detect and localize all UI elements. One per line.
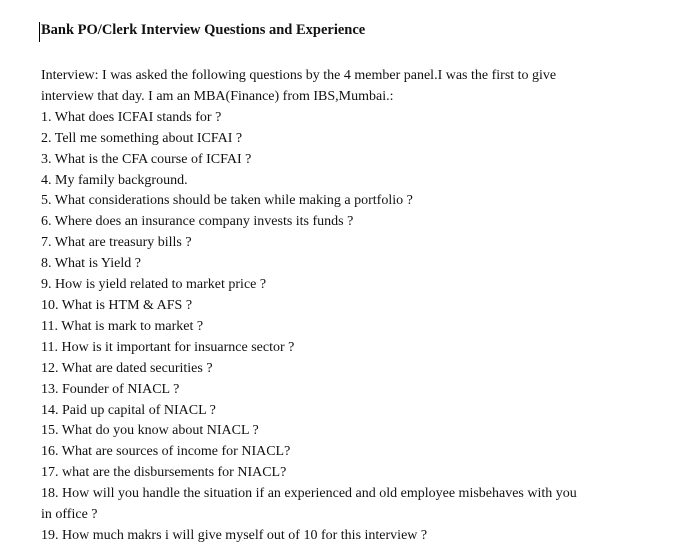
document-title: Bank PO/Clerk Interview Questions and Experience <box>41 22 366 38</box>
intro-line: Interview: I was asked the following questions by the 4 member panel.I was the first to give <box>41 68 557 83</box>
question-line: 9. How is yield related to market price ? <box>41 277 267 293</box>
intro-line: interview that day. I am an MBA(Finance) from IBS,Mumbai.: <box>41 88 394 104</box>
question-line: 18. How will you handle the situation if an experienced and old employee misbehaves with you <box>41 486 577 502</box>
question-line: 7. What are treasury bills ? <box>41 235 192 251</box>
question-line: 11. What is mark to market ? <box>41 318 204 334</box>
question-line: 17. what are the disbursements for NIACL? <box>41 465 287 481</box>
question-line: 14. Paid up capital of NIACL ? <box>41 402 216 418</box>
question-line: 1. What does ICFAI stands for ? <box>41 109 222 125</box>
question-line: 8. What is Yield ? <box>41 256 141 272</box>
question-line: 13. Founder of NIACL ? <box>41 381 180 397</box>
question-line: 19. How much makrs i will give myself out of 10 for this interview ? <box>41 527 428 543</box>
question-line: 2. Tell me something about ICFAI ? <box>41 130 243 146</box>
question-line: 11. How is it important for insuarnce sector ? <box>41 339 295 355</box>
question-line: 15. What do you know about NIACL ? <box>41 423 259 439</box>
question-line: 5. What considerations should be taken while making a portfolio ? <box>41 193 413 209</box>
question-line: 12. What are dated securities ? <box>41 360 213 376</box>
question-line: in office ? <box>41 507 98 523</box>
document-body <box>41 66 671 547</box>
question-line: 10. What is HTM & AFS ? <box>41 297 193 313</box>
question-line: 6. Where does an insurance company invests its funds ? <box>41 214 354 230</box>
question-line: 4. My family background. <box>41 172 188 188</box>
question-line: 3. What is the CFA course of ICFAI ? <box>41 151 252 167</box>
text-cursor <box>39 22 40 42</box>
question-line: 16. What are sources of income for NIACL? <box>41 444 291 460</box>
